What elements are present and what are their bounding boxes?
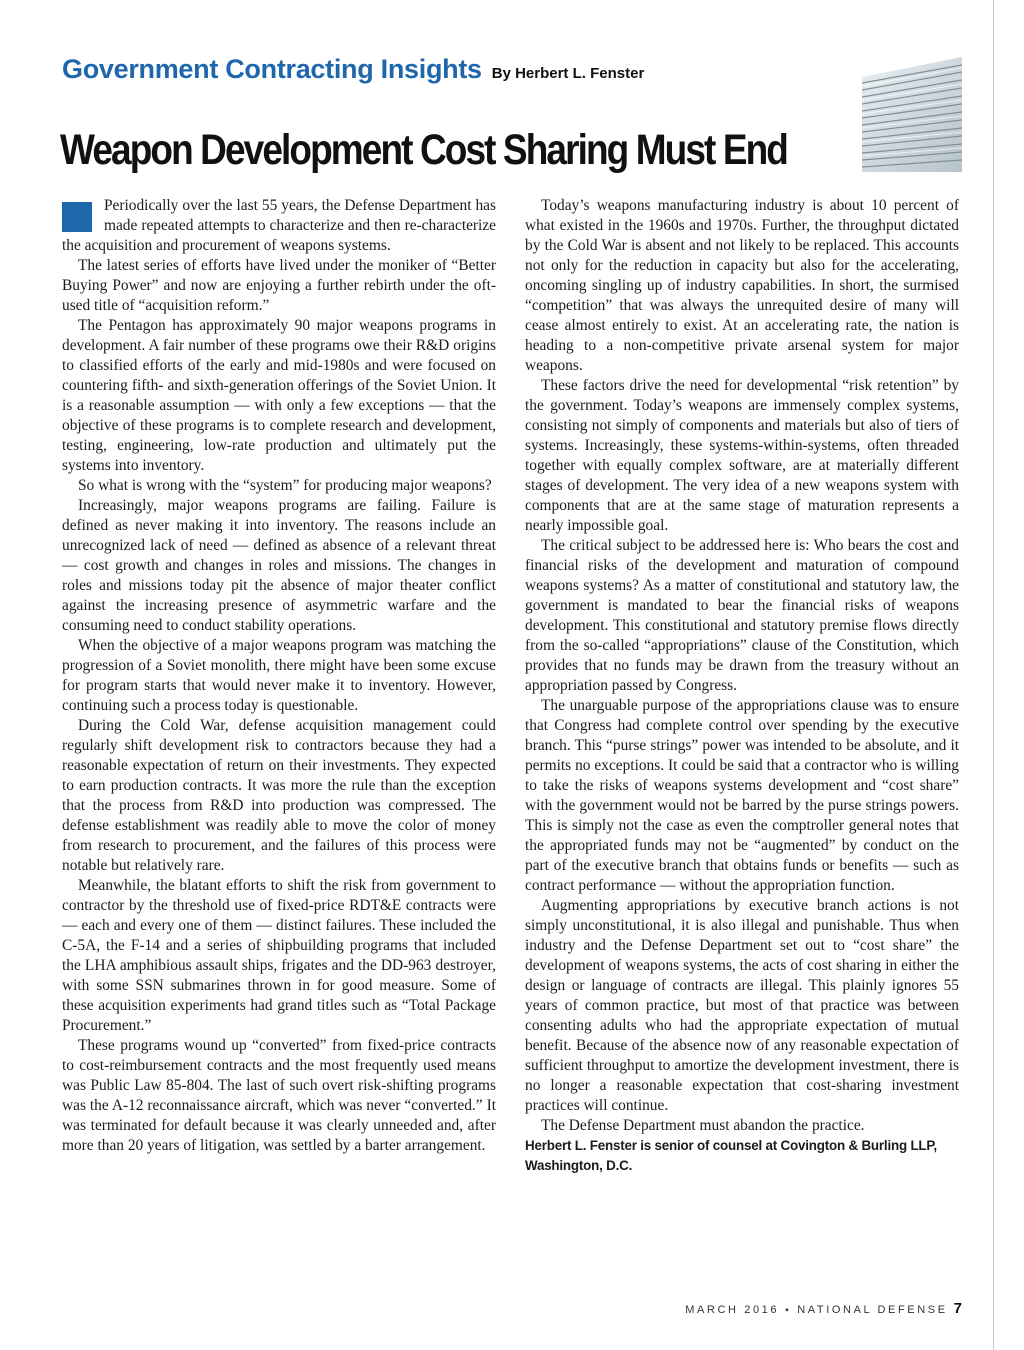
paragraph: When the objective of a major weapons program was matching the progression of a Soviet monolith, there might have been some excuse for program starts that would never make it to inventory. However, continuing such a process today is questionable.: [62, 637, 496, 714]
paragraph: So what is wrong with the “system” for producing major weapons?: [78, 477, 492, 494]
publication-name: NATIONAL DEFENSE: [797, 1304, 948, 1316]
paragraph: Today’s weapons manufacturing industry is about 10 percent of what existed in the 1960s and 1970s. Further, the throughput dictated by the Cold War is absent and not likely to be replaced. This accounts not only for the reduction in capacity but also for the accelerating, oncoming singling up of industry capabilities. In short, the surmised “competition” that was always the unrequited desire of many will cease almost entirely to exist. At an accelerating rate, the nation is heading to a non-competitive private arsenal system for major weapons.: [525, 197, 959, 374]
footer-separator: ▪: [785, 1305, 792, 1316]
paragraph: Meanwhile, the blatant efforts to shift the risk from government to contractor by the threshold use of fixed-price RDT&E contracts were — each and every one of them — distinct failures. These included the C-5A, the F-14 and a series of shipbuilding programs that included the LHA amphibious assault ships, frigates and the DD-963 destroyer, with some SSN submarines thrown in for good measure. Some of these acquisition experiments had grand titles such as “Total Package Procurement.”: [62, 877, 496, 1034]
paragraph: The Defense Department must abandon the practice.: [541, 1117, 865, 1134]
article-headline: Weapon Development Cost Sharing Must End: [60, 126, 787, 174]
paragraph: These factors drive the need for developmental “risk retention” by the government. Today’s weapons are immensely complex systems, consisting not simply of components and materials but also of tiers of systems. Increasingly, these systems-within-systems, often threaded together with equally complex software, are at materially different stages of development. The very idea of a new weapons system with components that are at the same stage of maturation represents a nearly impossible goal.: [525, 377, 959, 534]
column-header: [62, 54, 644, 85]
author-bio: Herbert L. Fenster is senior of counsel at Covington & Burling LLP, Washington, D.C.: [525, 1138, 937, 1173]
page-footer: [685, 1300, 962, 1317]
paragraph: Increasingly, major weapons programs are failing. Failure is defined as never making it into inventory. The reasons include an unrecognized lack of need — defined as absence of a relevant threat — cost growth and changes in roles and missions. The changes in roles and missions today pit the absence of major theater conflict against the increasing presence of asymmetric warfare and the consuming need to conduct stability operations.: [62, 497, 496, 634]
paragraph: Augmenting appropriations by executive branch actions is not simply unconstitutional, it is also illegal and punishable. Thus when industry and the Defense Department set out to “cost share” the development of weapons systems, the acts of cost sharing in either the design or language of contracts are illegal. This plainly ignores 55 years of common practice, but most of that practice was between consenting adults who had the appropriate expectation of mutual benefit. Because of the absence now of any reasonable expectation of sufficient throughput to amortize the development investment, there is no longer a reasonable expectation that cost-sharing investment practices will continue.: [525, 897, 959, 1114]
author-byline: By Herbert L. Fenster: [491, 65, 645, 82]
page-number: 7: [953, 1300, 962, 1317]
paragraph: [62, 196, 496, 256]
column-kicker: Government Contracting Insights: [62, 54, 482, 84]
article-column-right: [525, 196, 959, 1176]
paragraph: The latest series of efforts have lived under the moniker of “Better Buying Power” and now are enjoying a further rebirth under the oft-used title of “acquisition reform.”: [62, 257, 496, 314]
issue-date: MARCH 2016: [685, 1304, 780, 1316]
paragraph: During the Cold War, defense acquisition management could regularly shift development risk to contractors because they had a reasonable expectation of return on their investments. They expected to earn production contracts. It was more the rule than the exception that the process from R&D into production was compressed. The defense establishment was readily able to move the color of money from research to procurement, and the failures of this process were notable but relatively rare.: [62, 717, 496, 874]
paragraph: These programs wound up “converted” from fixed-price contracts to cost-reimbursement contracts and the most frequently used means was Public Law 85-804. The last of such overt risk-shifting programs was the A-12 reconnaissance aircraft, which was never “converted.” It was terminated for default because it was clearly unneeded and, after more than 20 years of litigation, was settled by a barter arrangement.: [62, 1037, 496, 1154]
paragraph-text: Periodically over the last 55 years, the Defense Department has made repeated attempts to characterize and then re-characterize the acquisition and procurement of weapons systems.: [62, 197, 496, 254]
paragraph: The Pentagon has approximately 90 major weapons programs in development. A fair number of these programs owe their R&D origins to classified efforts of the early and mid-1980s and were focused on countering fifth- and sixth-generation offerings of the Soviet Union. It is a reasonable assumption — with only a few exceptions — that the objective of these programs is to complete research and development, testing, engineering, low-rate production and ultimately put the systems into inventory.: [62, 317, 496, 474]
paragraph: The unarguable purpose of the appropriations clause was to ensure that Congress had complete control over spending by the executive branch. This “purse strings” power was intended to be absolute, and it permits no exceptions. It could be said that a contractor who is willing to take the risks of weapons systems development and “cost share” with the government would not be barred by the purse strings powers. This is simply not the case as even the comptroller general notes that the appropriated funds may not be “augmented” by conduct on the part of the executive branch that obtains funds or benefits — such as contract performance — without the appropriation function.: [525, 697, 959, 894]
article-column-left: [62, 196, 496, 1156]
drop-cap-square: [62, 202, 92, 232]
stacked-papers-image: [862, 57, 962, 172]
paragraph: The critical subject to be addressed here is: Who bears the cost and financial risks of the development and maturation of compound weapons systems? As a matter of constitutional and statutory law, the government is mandated to bear the financial risks of weapons development. This constitutional and statutory premise flows directly from the so-called “appropriations” clause of the Constitution, which provides that no funds may be drawn from the treasury without an appropriation passed by Congress.: [525, 537, 959, 694]
page-edge-rule: [993, 0, 994, 1350]
